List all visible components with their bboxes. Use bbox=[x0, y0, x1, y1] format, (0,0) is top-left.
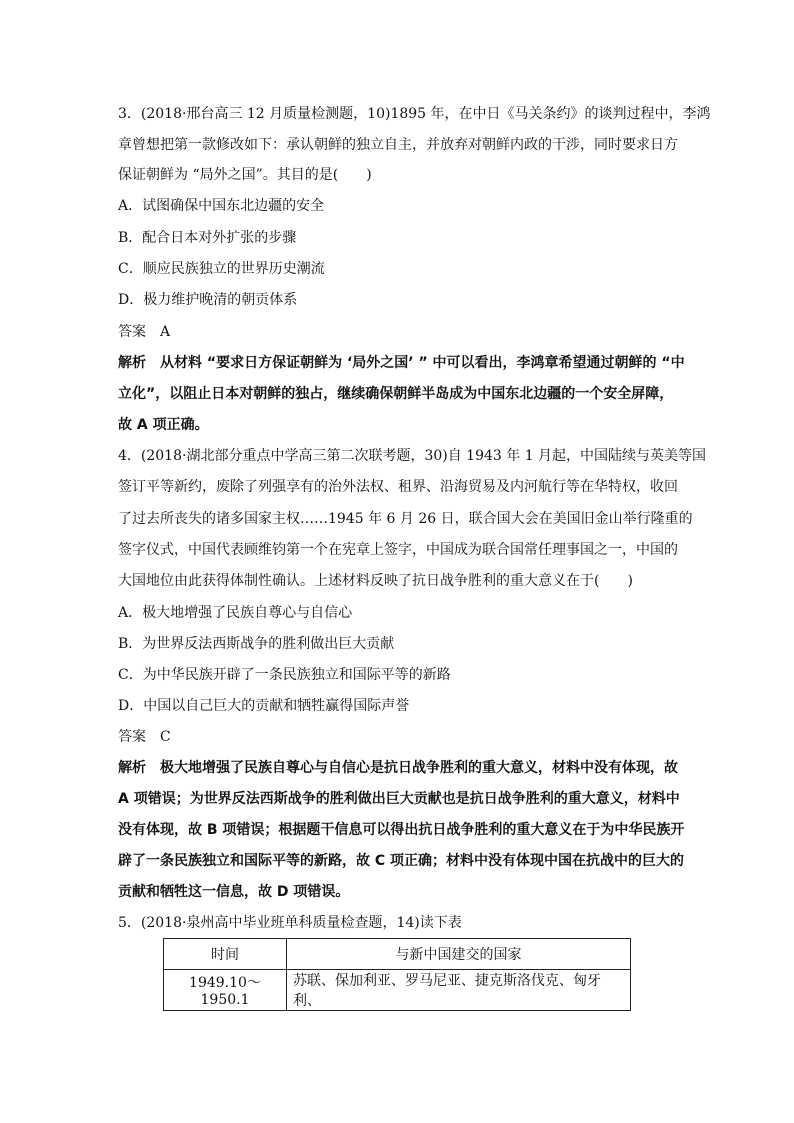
q3-analysis-line-2: 立化”，以阻止日本对朝鲜的独占，继续确保朝鲜半岛成为中国东北边疆的一个安全屏障， bbox=[118, 386, 674, 402]
q4-stem-line-1: 4．(2018·湖北部分重点中学高三第二次联考题，30)自 1943 年 1 月起，中国陆续与英美等国 bbox=[118, 448, 707, 464]
q3-analysis-line-1: 解析 从材料 “要求日方保证朝鲜为 ‘局外之国’ ” 中可以看出，李鸿章希望通过朝鲜的 “中 bbox=[118, 355, 685, 371]
q4-option-b: B．为世界反法西斯战争的胜利做出巨大贡献 bbox=[118, 636, 395, 652]
q3-answer: 答案 A bbox=[118, 324, 171, 340]
q3-option-b: B．配合日本对外扩张的步骤 bbox=[118, 230, 297, 246]
table-header-row bbox=[164, 939, 631, 970]
table-cell-countries: 苏联、保加利亚、罗马尼亚、捷克斯洛伐克、匈牙利、 bbox=[287, 970, 631, 1011]
q3-stem-line-1: 3．(2018·邢台高三 12 月质量检测题，10)1895 年，在中日《马关条约》的谈判过程中，李鸿 bbox=[118, 106, 711, 122]
q3-analysis-line-3: 故 A 项正确。 bbox=[118, 417, 209, 433]
q4-analysis-line-2: A 项错误；为世界反法西斯战争的胜利做出巨大贡献也是抗日战争胜利的重大意义，材料中 bbox=[118, 791, 680, 807]
q4-stem-line-2: 签订平等新约，废除了列强享有的治外法权、租界、沿海贸易及内河航行等在华特权，收回 bbox=[118, 479, 678, 495]
table-row bbox=[164, 970, 631, 1011]
q4-stem-line-5: 大国地位由此获得体制性确认。上述材料反映了抗日战争胜利的重大意义在于( ) bbox=[118, 573, 633, 589]
q4-option-c: C．为中华民族开辟了一条民族独立和国际平等的新路 bbox=[118, 667, 451, 683]
q5-stem-line: 5．(2018·泉州高中毕业班单科质量检查题，14)读下表 bbox=[118, 915, 462, 931]
q4-option-a: A．极大地增强了民族自尊心与自信心 bbox=[118, 605, 353, 621]
q4-stem-line-4: 签字仪式，中国代表顾维钧第一个在宪章上签字，中国成为联合国常任理事国之一，中国的 bbox=[118, 542, 678, 558]
q4-analysis-line-4: 辟了一条民族独立和国际平等的新路，故 C 项正确；材料中没有体现中国在抗战中的巨大的 bbox=[118, 853, 685, 869]
q4-analysis-line-3: 没有体现，故 B 项错误；根据题干信息可以得出抗日战争胜利的重大意义在于为中华民族开 bbox=[118, 822, 685, 838]
table-header-countries: 与新中国建交的国家 bbox=[287, 939, 631, 970]
q3-option-c: C．顺应民族独立的世界历史潮流 bbox=[118, 261, 325, 277]
q4-analysis-line-1: 解析 极大地增强了民族自尊心与自信心是抗日战争胜利的重大意义，材料中没有体现，故 bbox=[118, 760, 678, 776]
diplomatic-relations-table bbox=[163, 938, 631, 1011]
table-header-time: 时间 bbox=[164, 939, 287, 970]
q4-analysis-line-5: 贡献和牺牲这一信息，故 D 项错误。 bbox=[118, 884, 350, 900]
q4-option-d: D．中国以自己巨大的贡献和牺牲赢得国际声誉 bbox=[118, 698, 410, 714]
table-cell-time: 1949.10～1950.1 bbox=[164, 970, 287, 1011]
q4-answer: 答案 C bbox=[118, 729, 171, 745]
q3-stem-line-2: 章曾想把第一款修改如下：承认朝鲜的独立自主，并放弃对朝鲜内政的干涉，同时要求日方 bbox=[118, 137, 678, 153]
q3-option-a: A．试图确保中国东北边疆的安全 bbox=[118, 198, 325, 214]
q3-option-d: D．极力维护晚清的朝贡体系 bbox=[118, 292, 298, 308]
q3-stem-line-3: 保证朝鲜为 “局外之国”。其目的是( ) bbox=[118, 167, 372, 183]
q4-stem-line-3: 了过去所丧失的诸多国家主权……1945 年 6 月 26 日，联合国大会在美国旧金山举行隆重的 bbox=[118, 511, 693, 527]
